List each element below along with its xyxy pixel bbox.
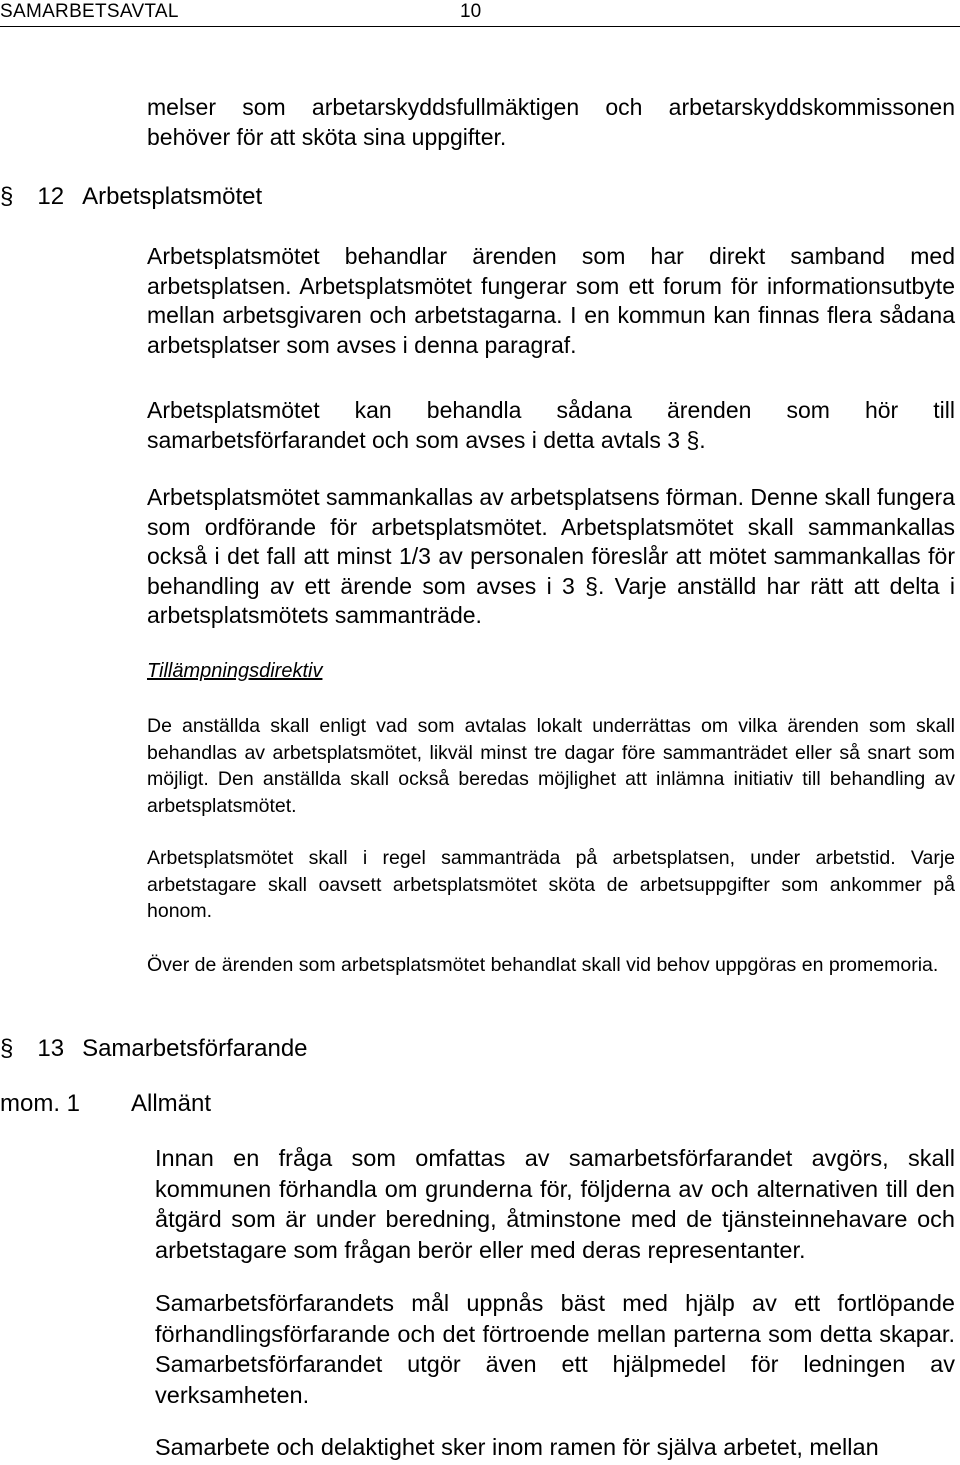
section-number: 13 [37,1035,65,1062]
page-header [0,0,960,24]
mom-title: Allmänt [131,1090,212,1117]
directive-paragraph-2: Arbetsplatsmötet skall i regel sammanträda på arbetsplatsen, under arbetstid. Varje arbetstagare skall oavsett arbetsplatsmötet sköta de arbetsuppgifter som ankommer på honom. [147,847,955,922]
directive-paragraph-3: Över de ärenden som arbetsplatsmötet behandlat skall vid behov uppgöras en promemoria. [147,954,939,976]
section-13-paragraph-1: Innan en fråga som omfattas av samarbetsförfarandet avgörs, skall kommunen förhandla om grunderna för, följderna av och alternativen till den åtgärd som är under beredning, åtminstone med de tjänsteinnehavare och arbetstagare som frågan berör eller med deras representanter. [155,1145,955,1263]
section-12-heading [0,183,262,211]
section-sign: § [0,1035,14,1062]
section-13-paragraph-2: Samarbetsförfarandets mål uppnås bäst med hjälp av ett fortlöpande förhandlingsförfarande och det förtroende mellan parterna som detta skapar. Samarbetsförfarandet utgör även ett hjälpmedel för ledningen av verksamheten. [155,1290,955,1408]
section-12-paragraph-1: Arbetsplatsmötet behandlar ärenden som har direkt samband med arbetsplatsen. Arbetsplatsmötet fungerar som ett forum för informationsutbyte mellan arbetsgivaren och arbetstagarna. I en kommun kan finnas flera sådana arbetsplatser som avses i denna paragraf. [147,243,955,358]
directive-heading: Tillämpningsdirektiv [147,660,323,682]
intro-continuation: melser som arbetarskyddsfullmäktigen och arbetarskyddskommissonen behöver för att sköta sina uppgifter. [147,94,955,150]
section-sign: § [0,183,14,210]
directive-paragraph-1: De anställda skall enligt vad som avtalas lokalt underrättas om vilka ärenden som skall behandlas av arbetsplatsmötet, likväl minst tre dagar före sammanträdet eller så snart som möjligt. Den anställda skall också beredas möjlighet att inlämna initiativ till behandling av arbetsplatsmötet. [147,715,955,817]
page-number: 10 [460,1,482,22]
section-title: Samarbetsförfarande [82,1035,308,1062]
section-12-paragraph-3: Arbetsplatsmötet sammankallas av arbetsplatsens förman. Denne skall fungera som ordförande för arbetsplatsmötet. Arbetsplatsmötet skall sammankallas också i det fall att minst 1/3 av personalen föreslår att mötet sammankallas för behandling av ett ärende som avses i 3 §. Varje anställd har rätt att delta i arbetsplatsmötets sammanträde. [147,484,955,628]
mom-label: mom. 1 [0,1090,81,1117]
header-divider [0,26,960,27]
section-12-paragraph-2: Arbetsplatsmötet kan behandla sådana ärenden som hör till samarbetsförfarandet och som avses i detta avtals 3 §. [147,397,955,453]
section-13-heading [0,1035,308,1063]
section-13-paragraph-3: Samarbete och delaktighet sker inom ramen för själva arbetet, mellan [155,1434,879,1460]
section-title: Arbetsplatsmötet [82,183,263,210]
document-title: SAMARBETSAVTAL [0,1,179,22]
section-number: 12 [37,183,65,210]
